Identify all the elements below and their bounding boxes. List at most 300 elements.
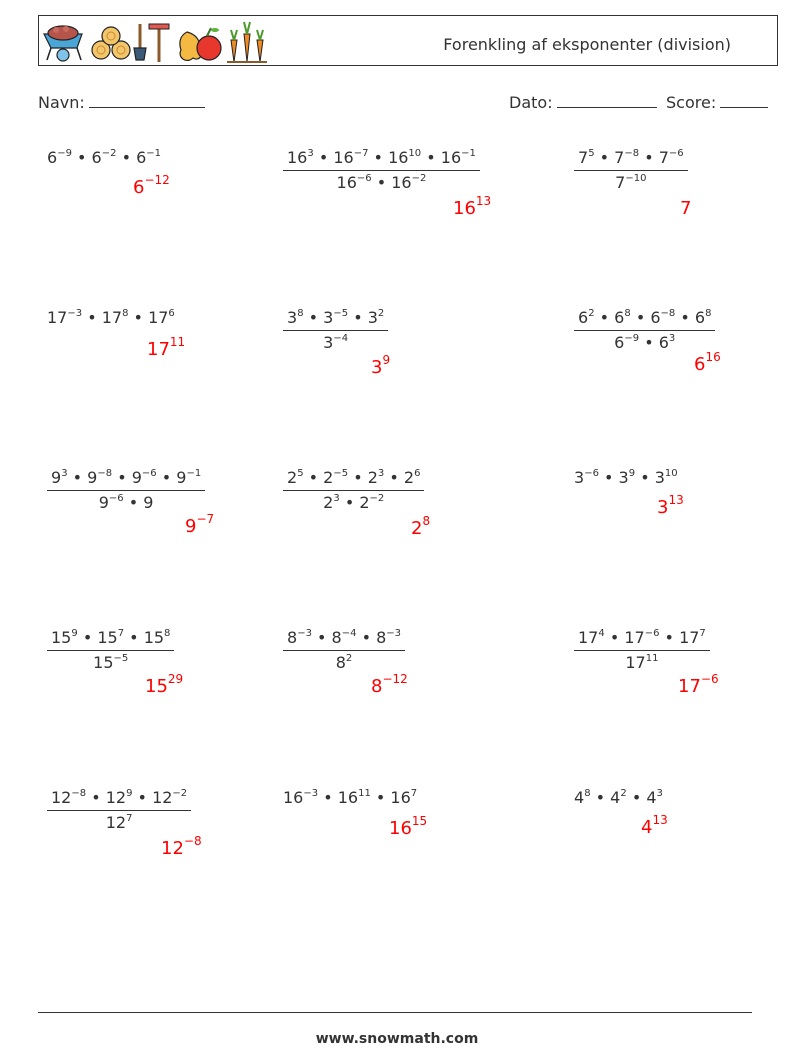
- base: 9: [131, 468, 142, 487]
- power-term: [641, 813, 668, 838]
- power-term: [106, 813, 133, 832]
- base: 3: [657, 497, 669, 518]
- multiply-dot: •: [311, 628, 332, 647]
- fraction: [47, 628, 174, 672]
- base: 6: [133, 177, 145, 198]
- power-term: [51, 468, 68, 487]
- exponent: 9: [628, 468, 636, 479]
- exponent: 8: [122, 308, 129, 319]
- base: 16: [389, 818, 412, 839]
- exponent: −2: [101, 148, 117, 159]
- header-box: [38, 15, 778, 66]
- multiply-dot: •: [303, 308, 324, 327]
- power-term: [578, 148, 595, 167]
- numerator: [283, 628, 405, 651]
- base: 3: [618, 468, 629, 487]
- wheelbarrow-icon: [44, 26, 82, 61]
- base: 3: [323, 308, 334, 327]
- power-term: [359, 493, 384, 512]
- power-term: [574, 788, 591, 807]
- base: 16: [391, 173, 412, 192]
- numerator: [283, 468, 424, 491]
- denominator: [283, 651, 405, 672]
- power-term: [287, 148, 314, 167]
- denominator: [574, 651, 710, 672]
- problem-1: [47, 148, 161, 167]
- multiply-dot: •: [71, 148, 92, 167]
- power-term: [338, 788, 371, 807]
- base: 6: [578, 308, 589, 327]
- fraction: [283, 308, 388, 352]
- denominator: [47, 651, 174, 672]
- multiply-dot: •: [604, 628, 625, 647]
- answer-11: [371, 672, 408, 697]
- exponent: −9: [57, 148, 72, 159]
- exponent: −3: [297, 628, 312, 639]
- answer-9: [657, 493, 684, 518]
- power-term: [287, 308, 304, 327]
- power-term: [391, 173, 426, 192]
- exponent: 7: [126, 813, 133, 824]
- power-term: [99, 493, 124, 512]
- exponent: 15: [411, 814, 428, 828]
- base: 8: [371, 676, 383, 697]
- base: 17: [578, 628, 599, 647]
- denominator: [574, 171, 688, 192]
- base: 15: [51, 628, 72, 647]
- power-term: [680, 198, 691, 219]
- base: 2: [411, 518, 423, 539]
- fraction: [574, 148, 688, 192]
- base: 17: [47, 308, 68, 327]
- multiply-dot: •: [82, 308, 102, 327]
- problem-8: [283, 468, 424, 512]
- power-term: [336, 653, 353, 672]
- base: 6: [694, 354, 706, 375]
- base: 16: [283, 788, 304, 807]
- power-term: [145, 672, 184, 697]
- fraction: [47, 468, 205, 512]
- base: 15: [93, 653, 114, 672]
- multiply-dot: •: [639, 148, 659, 167]
- base: 16: [390, 788, 411, 807]
- exponent: 11: [645, 653, 659, 664]
- problem-14: [283, 788, 417, 807]
- multiply-dot: •: [156, 468, 177, 487]
- fraction: [283, 628, 405, 672]
- exponent: −3: [67, 308, 83, 319]
- multiply-dot: •: [116, 148, 137, 167]
- exponent: 8: [705, 308, 712, 319]
- base: 15: [97, 628, 118, 647]
- multiply-dot: •: [339, 493, 360, 512]
- base: 16: [453, 198, 476, 219]
- base: 16: [336, 173, 357, 192]
- base: 6: [614, 333, 625, 352]
- fraction: [47, 788, 191, 832]
- exponent: 8: [624, 308, 631, 319]
- exponent: −2: [369, 493, 385, 504]
- exponent: 16: [705, 350, 721, 364]
- exponent: −1: [461, 148, 476, 159]
- multiply-dot: •: [132, 788, 153, 807]
- power-term: [389, 814, 428, 839]
- power-term: [388, 148, 421, 167]
- exponent: 10: [408, 148, 422, 159]
- exponent: −5: [333, 308, 349, 319]
- power-term: [144, 628, 171, 647]
- fruit-icon: [180, 28, 221, 60]
- base: 3: [287, 308, 298, 327]
- exponent: 5: [297, 468, 304, 479]
- base: 2: [323, 493, 334, 512]
- base: 12: [105, 813, 127, 832]
- multiply-dot: •: [123, 493, 144, 512]
- power-term: [143, 493, 153, 512]
- answer-1: [133, 173, 170, 198]
- power-term: [624, 628, 659, 647]
- base: 4: [641, 817, 653, 838]
- answer-5: [371, 353, 391, 378]
- multiply-dot: •: [124, 628, 144, 647]
- exponent: −8: [660, 308, 676, 319]
- exponent: 3: [668, 333, 676, 344]
- exponent: −7: [353, 148, 369, 159]
- base: 4: [646, 788, 657, 807]
- base: 3: [367, 308, 378, 327]
- multiply-dot: •: [67, 468, 88, 487]
- power-term: [659, 148, 684, 167]
- base: 16: [337, 788, 359, 807]
- power-term: [694, 350, 721, 375]
- power-term: [87, 468, 112, 487]
- power-term: [287, 468, 304, 487]
- exponent: 3: [61, 468, 68, 479]
- score-field[interactable]: [666, 93, 768, 112]
- date-blank[interactable]: [557, 93, 657, 108]
- base: 16: [440, 148, 462, 167]
- base: 6: [650, 308, 661, 327]
- base: 7: [615, 173, 626, 192]
- exponent: −3: [303, 788, 319, 799]
- multiply-dot: •: [86, 788, 106, 807]
- base: 6: [694, 308, 706, 327]
- base: 7: [614, 148, 625, 167]
- base: 17: [678, 676, 701, 697]
- exponent: 8: [422, 514, 431, 528]
- power-term: [614, 333, 639, 352]
- power-term: [614, 308, 631, 327]
- base: 2: [323, 468, 334, 487]
- fraction: [574, 308, 715, 352]
- base: 17: [625, 653, 646, 672]
- power-term: [411, 514, 431, 539]
- exponent: −9: [624, 333, 640, 344]
- base: 2: [367, 468, 378, 487]
- base: 9: [98, 493, 109, 512]
- base: 6: [658, 333, 669, 352]
- exponent: 2: [620, 788, 627, 799]
- power-term: [368, 468, 385, 487]
- power-term: [185, 512, 215, 537]
- exponent: 13: [475, 194, 492, 208]
- denominator: [283, 331, 388, 352]
- power-term: [152, 788, 187, 807]
- base: 12: [51, 788, 72, 807]
- footer-url: www.snowmath.com: [315, 1031, 479, 1047]
- power-term: [323, 333, 348, 352]
- base: 16: [287, 148, 308, 167]
- power-term: [136, 148, 161, 167]
- power-term: [615, 173, 646, 192]
- base: 6: [91, 148, 102, 167]
- multiply-dot: •: [313, 148, 334, 167]
- expression: [47, 148, 161, 167]
- base: 3: [371, 357, 383, 378]
- exponent: 8: [297, 308, 304, 319]
- problem-7: [47, 468, 205, 512]
- answer-10: [145, 672, 184, 697]
- denominator: [283, 171, 480, 192]
- date-field[interactable]: [509, 93, 657, 112]
- base: 6: [47, 148, 58, 167]
- power-term: [646, 788, 663, 807]
- multiply-dot: •: [598, 468, 619, 487]
- numerator: [47, 468, 205, 491]
- exponent: 5: [588, 148, 595, 159]
- exponent: 29: [167, 672, 184, 686]
- exponent: 2: [588, 308, 595, 319]
- multiply-dot: •: [590, 788, 611, 807]
- numerator: [47, 788, 191, 811]
- expression: [574, 468, 678, 487]
- exponent: 2: [345, 653, 353, 664]
- numerator: [574, 148, 688, 171]
- power-term: [106, 788, 133, 807]
- power-term: [283, 788, 318, 807]
- base: 4: [574, 788, 585, 807]
- exponent: −2: [411, 173, 427, 184]
- exponent: 7: [410, 788, 418, 799]
- multiply-dot: •: [626, 788, 647, 807]
- power-term: [332, 628, 357, 647]
- exponent: −5: [113, 653, 129, 664]
- exponent: −8: [97, 468, 113, 479]
- multiply-dot: •: [594, 308, 615, 327]
- header-icons: [41, 18, 271, 64]
- base: 15: [143, 628, 165, 647]
- problem-4: [47, 308, 175, 327]
- numerator: [574, 628, 710, 651]
- power-term: [147, 335, 186, 360]
- base: 17: [101, 308, 123, 327]
- answer-3: [680, 198, 691, 219]
- power-term: [97, 628, 124, 647]
- exponent: 3: [307, 148, 314, 159]
- power-term: [650, 308, 675, 327]
- expression: [574, 788, 663, 807]
- problem-2: [283, 148, 480, 192]
- score-label: Score:: [666, 93, 717, 112]
- exponent: 7: [699, 628, 706, 639]
- power-term: [659, 333, 676, 352]
- power-term: [574, 468, 599, 487]
- denominator: [47, 491, 205, 512]
- base: 3: [654, 468, 665, 487]
- base: 3: [574, 468, 585, 487]
- exponent: 8: [584, 788, 591, 799]
- exponent: −6: [141, 468, 157, 479]
- exponent: 11: [169, 335, 186, 349]
- base: 16: [388, 148, 409, 167]
- answer-7: [185, 512, 215, 537]
- answer-15: [641, 813, 668, 838]
- power-term: [614, 148, 639, 167]
- base: 6: [614, 308, 625, 327]
- multiply-dot: •: [356, 628, 377, 647]
- exponent: 9: [71, 628, 78, 639]
- footer-divider: [38, 1012, 752, 1013]
- garden-tools-icon: [134, 24, 169, 62]
- power-term: [657, 493, 684, 518]
- problem-11: [283, 628, 405, 672]
- date-label: Dato:: [509, 93, 553, 112]
- power-term: [51, 628, 78, 647]
- multiply-dot: •: [635, 468, 655, 487]
- power-term: [695, 308, 712, 327]
- exponent: −12: [382, 672, 408, 686]
- exponent: 3: [333, 493, 340, 504]
- exponent: −5: [333, 468, 349, 479]
- base: 7: [680, 198, 692, 219]
- multiply-dot: •: [639, 333, 659, 352]
- power-term: [93, 653, 128, 672]
- exponent: 7: [117, 628, 125, 639]
- exponent: 3: [377, 468, 385, 479]
- numerator: [283, 308, 388, 331]
- power-term: [323, 468, 348, 487]
- answer-4: [147, 335, 186, 360]
- power-term: [337, 173, 372, 192]
- power-term: [655, 468, 678, 487]
- power-term: [161, 834, 202, 859]
- exponent: 6: [414, 468, 421, 479]
- score-blank[interactable]: [720, 93, 768, 108]
- power-term: [404, 468, 421, 487]
- base: 17: [148, 308, 169, 327]
- fraction: [283, 468, 424, 512]
- power-term: [47, 148, 72, 167]
- power-term: [441, 148, 476, 167]
- power-term: [390, 788, 417, 807]
- problem-6: [574, 308, 715, 352]
- multiply-dot: •: [421, 148, 441, 167]
- name-blank[interactable]: [89, 93, 205, 108]
- base: 12: [152, 788, 173, 807]
- exponent: −6: [668, 148, 684, 159]
- power-term: [287, 628, 312, 647]
- problem-15: [574, 788, 663, 807]
- answer-14: [389, 814, 428, 839]
- power-term: [678, 672, 719, 697]
- base: 2: [403, 468, 415, 487]
- base: 8: [335, 653, 346, 672]
- denominator: [574, 331, 715, 352]
- problem-3: [574, 148, 688, 192]
- power-term: [371, 672, 408, 697]
- base: 6: [136, 148, 147, 167]
- problem-10: [47, 628, 174, 672]
- base: 9: [87, 468, 98, 487]
- power-term: [368, 308, 385, 327]
- power-term: [453, 194, 492, 219]
- answer-6: [694, 350, 721, 375]
- multiply-dot: •: [630, 308, 651, 327]
- multiply-dot: •: [594, 148, 615, 167]
- power-term: [333, 148, 368, 167]
- power-term: [323, 493, 340, 512]
- power-term: [133, 173, 170, 198]
- power-term: [51, 788, 86, 807]
- problem-12: [574, 628, 710, 672]
- exponent: 8: [164, 628, 171, 639]
- multiply-dot: •: [318, 788, 338, 807]
- exponent: −3: [386, 628, 402, 639]
- exponent: −1: [186, 468, 202, 479]
- multiply-dot: •: [384, 468, 404, 487]
- exponent: −10: [625, 173, 647, 184]
- power-term: [610, 788, 627, 807]
- power-term: [323, 308, 348, 327]
- power-term: [47, 308, 82, 327]
- exponent: 9: [126, 788, 133, 799]
- multiply-dot: •: [371, 173, 392, 192]
- exponent: −8: [624, 148, 640, 159]
- power-term: [92, 148, 117, 167]
- base: 9: [176, 468, 187, 487]
- base: 9: [143, 493, 154, 512]
- power-term: [625, 653, 658, 672]
- multiply-dot: •: [112, 468, 132, 487]
- multiply-dot: •: [128, 308, 149, 327]
- exponent: 3: [656, 788, 663, 799]
- name-label: Navn:: [38, 93, 85, 112]
- base: 2: [287, 468, 298, 487]
- power-term: [679, 628, 706, 647]
- answer-2: [453, 194, 492, 219]
- base: 7: [658, 148, 669, 167]
- fraction: [574, 628, 710, 672]
- base: 16: [333, 148, 354, 167]
- power-term: [371, 353, 391, 378]
- exponent: 2: [377, 308, 385, 319]
- power-term: [578, 308, 595, 327]
- exponent: 9: [382, 353, 391, 367]
- problem-13: [47, 788, 191, 832]
- multiply-dot: •: [303, 468, 324, 487]
- multiply-dot: •: [675, 308, 695, 327]
- multiply-dot: •: [368, 148, 389, 167]
- base: 17: [147, 339, 170, 360]
- exponent: 13: [668, 493, 684, 507]
- fraction: [283, 148, 480, 192]
- exponent: −6: [108, 493, 124, 504]
- name-field[interactable]: [38, 93, 205, 112]
- answer-8: [411, 514, 431, 539]
- problem-9: [574, 468, 678, 487]
- worksheet-title: Forenkling af eksponenter (division): [443, 35, 731, 54]
- exponent: −12: [144, 173, 170, 187]
